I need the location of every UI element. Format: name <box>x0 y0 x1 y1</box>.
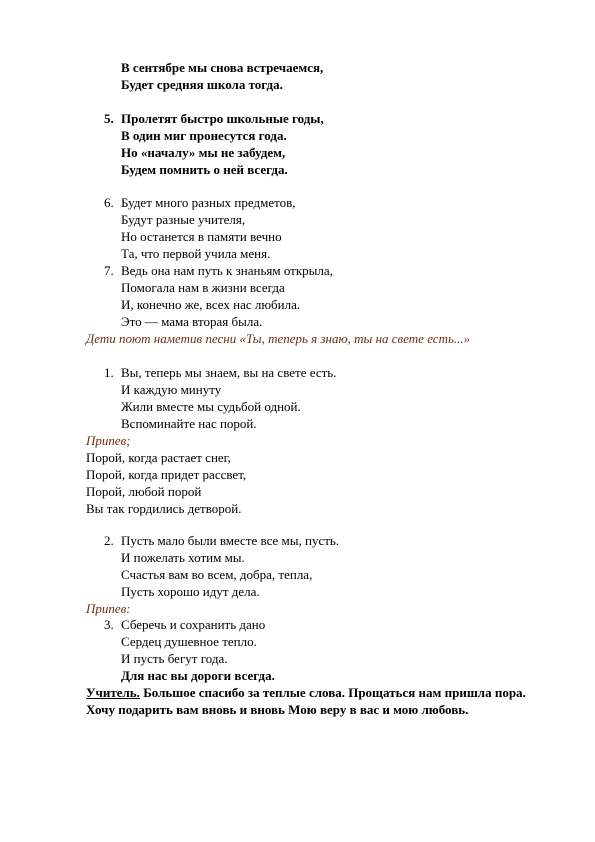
text-line: Порой, когда растает снег, <box>86 450 231 465</box>
text-line: В сентябре мы снова встречаемся, <box>121 60 324 75</box>
verse-number: 5. <box>104 111 114 126</box>
verse-number: 3. <box>104 617 114 632</box>
verse-number: 7. <box>104 263 114 278</box>
text-line: Сберечь и сохранить дано <box>121 617 266 632</box>
text-line: Жили вместе мы судьбой одной. <box>121 399 301 414</box>
text-line: Вы, теперь мы знаем, вы на свете есть. <box>121 365 337 380</box>
text-line: Счастья вам во всем, добра, тепла, <box>121 567 313 582</box>
text-line: Будем помнить о ней всегда. <box>121 162 288 177</box>
text-line: Это — мама вторая была. <box>121 314 263 329</box>
text-line: В один миг пронесутся года. <box>121 128 287 143</box>
teacher-line: Хочу подарить вам вновь и вновь Мою веру в вас и мою любовь. <box>86 702 469 717</box>
verse-number: 6. <box>104 195 114 210</box>
speaker-label: Учитель. <box>86 685 140 700</box>
text-line: Вспоминайте нас порой. <box>121 416 257 431</box>
chorus-label: Припев; <box>86 433 131 448</box>
text-line: Помогала нам в жизни всегда <box>121 280 285 295</box>
text-line: И, конечно же, всех нас любила. <box>121 297 301 312</box>
stage-direction: Дети поют наметив песни «Ты, теперь я знаю, ты на свете есть...» <box>86 331 471 346</box>
text-line: Та, что первой учила меня. <box>121 246 271 261</box>
text-line: И пусть бегут года. <box>121 651 228 666</box>
text-line: Пусть мало были вместе все мы, пусть. <box>121 533 340 548</box>
chorus-label: Припев: <box>86 601 131 616</box>
text-line: Пусть хорошо идут дела. <box>121 584 260 599</box>
text-line: Вы так гордились детворой. <box>86 501 242 516</box>
text-line: И каждую минуту <box>121 382 222 397</box>
verse-number: 1. <box>104 365 114 380</box>
verse-number: 2. <box>104 533 114 548</box>
teacher-line <box>86 684 526 701</box>
text-line: Ведь она нам путь к знаньям открыла, <box>121 263 333 278</box>
text-line: Пролетят быстро школьные годы, <box>121 111 324 126</box>
text-line: Порой, любой порой <box>86 484 202 499</box>
text-line: Но останется в памяти вечно <box>121 229 282 244</box>
text-line: Будут разные учителя, <box>121 212 246 227</box>
text-line: Будет много разных предметов, <box>121 195 296 210</box>
text-line: Сердец душевное тепло. <box>121 634 257 649</box>
text-line: Для нас вы дороги всегда. <box>121 668 275 683</box>
teacher-text: Большое спасибо за теплые слова. Прощаться нам пришла пора. <box>139 685 526 700</box>
text-line: И пожелать хотим мы. <box>121 550 245 565</box>
text-line: Но «началу» мы не забудем, <box>121 145 286 160</box>
text-line: Порой, когда придет рассвет, <box>86 467 247 482</box>
text-line: Будет средняя школа тогда. <box>121 77 283 92</box>
